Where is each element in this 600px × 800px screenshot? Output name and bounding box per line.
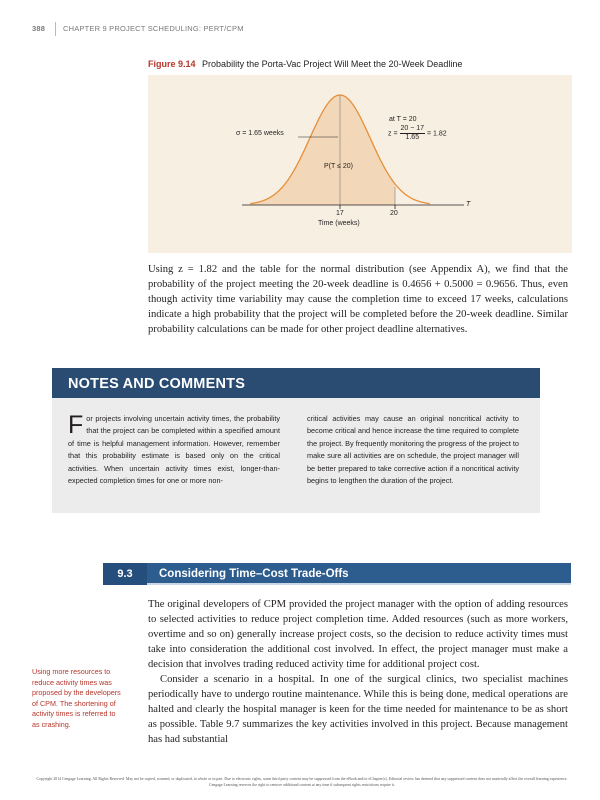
sigma-label: σ = 1.65 weeks	[236, 130, 284, 137]
body-paragraph-2: The original developers of CPM provided the project manager with the option of adding resources to selected activities to reduce project completion time. Added resources (such as more workers, overtime and so on) generally increase project costs, so the decision to reduce activity times must take into consideration the additional cost involved. In effect, the project manager must make a decision that involves trading reduced activity time for additional project cost.	[148, 599, 568, 670]
z-formula	[388, 125, 447, 142]
figure-number: Figure 9.14	[148, 59, 196, 69]
figure-panel	[148, 75, 572, 253]
section-body	[148, 597, 568, 747]
margin-note: Using more resources to reduce activity times was proposed by the developers of CPM. The shortening of activity times is referred to as crashing.	[32, 667, 121, 729]
paragraph-text: Using z = 1.82 and the table for the normal distribution (see Appendix A), we find that the probability of the project meeting the 20-week deadline is 0.4656 + 0.5000 = 0.9656. Thus, even though activity time variability may cause the completion time to exceed 17 weeks, calculations indicate a high probability that the project will be completed before the 20-week deadline. Similar probability calculations can be made for other project deadline alternatives.	[148, 264, 568, 335]
notes-column-1	[68, 413, 280, 487]
body-paragraph-3: Consider a scenario in a hospital. In one of the surgical clinics, two specialist machines periodically have to undergo routine maintenance. While this is being done, medical operations are halted and clearly the hospital manager is keen for the time needed for maintenance to be as short as possible. Table 9.7 summarizes the key activities involved in this project. Because management has had substantial	[148, 674, 568, 745]
header-divider	[55, 22, 56, 36]
running-head	[32, 22, 572, 36]
notes-column-2: critical activities may cause an original noncritical activity to become critical and hence increase the time required to complete the project. By frequently monitoring the progress of the project to make sure all activities are on schedule, the project manager will be better prepared to take corrective action if a noncritical activity begins to lengthen the duration of the project.	[307, 414, 519, 486]
section-heading	[103, 563, 571, 585]
chapter-title: CHAPTER 9 PROJECT SCHEDULING: PERT/CPM	[63, 24, 244, 33]
z-result: = 1.82	[427, 130, 447, 138]
copyright-footer: Copyright 2014 Cengage Learning. All Rights Reserved. May not be copied, scanned, or duplicated, in whole or in part. Due to electronic rights, some third party content may be suppressed from the eBook and/or eChapter(s). Editorial review has deemed that any suppressed content does not materially affect the overall learning experience. Cengage Learning reserves the right to remove additional content at any time if subsequent rights restrictions require it.	[36, 777, 568, 787]
z-prefix: z =	[388, 130, 398, 138]
axis-variable-label: T	[466, 201, 471, 208]
tick-label-20: 20	[390, 210, 398, 217]
figure-caption-text: Probability the Porta-Vac Project Will Meet the 20-Week Deadline	[202, 59, 463, 69]
z-fraction	[400, 125, 426, 142]
notes-header: NOTES AND COMMENTS	[52, 368, 540, 398]
at-t-label: at T = 20	[389, 116, 417, 123]
section-title: Considering Time–Cost Trade-Offs	[159, 568, 349, 580]
notes-and-comments-box	[52, 368, 540, 513]
page-number: 388	[32, 24, 46, 33]
axis-title: Time (weeks)	[318, 220, 360, 227]
probability-label: P(T ≤ 20)	[324, 163, 353, 170]
tick-label-17: 17	[336, 210, 344, 217]
z-denominator: 1.65	[405, 134, 420, 141]
normal-curve-figure	[148, 75, 572, 253]
body-paragraph-1	[148, 262, 568, 337]
section-underline	[147, 583, 571, 585]
section-number: 9.3	[103, 563, 147, 585]
notes-column-1-text: or projects involving uncertain activity times, the probability that the project can be completed within a specified amount of time is helpful management information. However, remember that this probability estimate is based only on the critical activities. When uncertain activity times exist, longer-than-expected completion times for one or more non-	[68, 414, 280, 486]
z-numerator: 20 − 17	[400, 125, 425, 132]
drop-cap: F	[68, 411, 84, 439]
figure-caption	[148, 59, 568, 69]
